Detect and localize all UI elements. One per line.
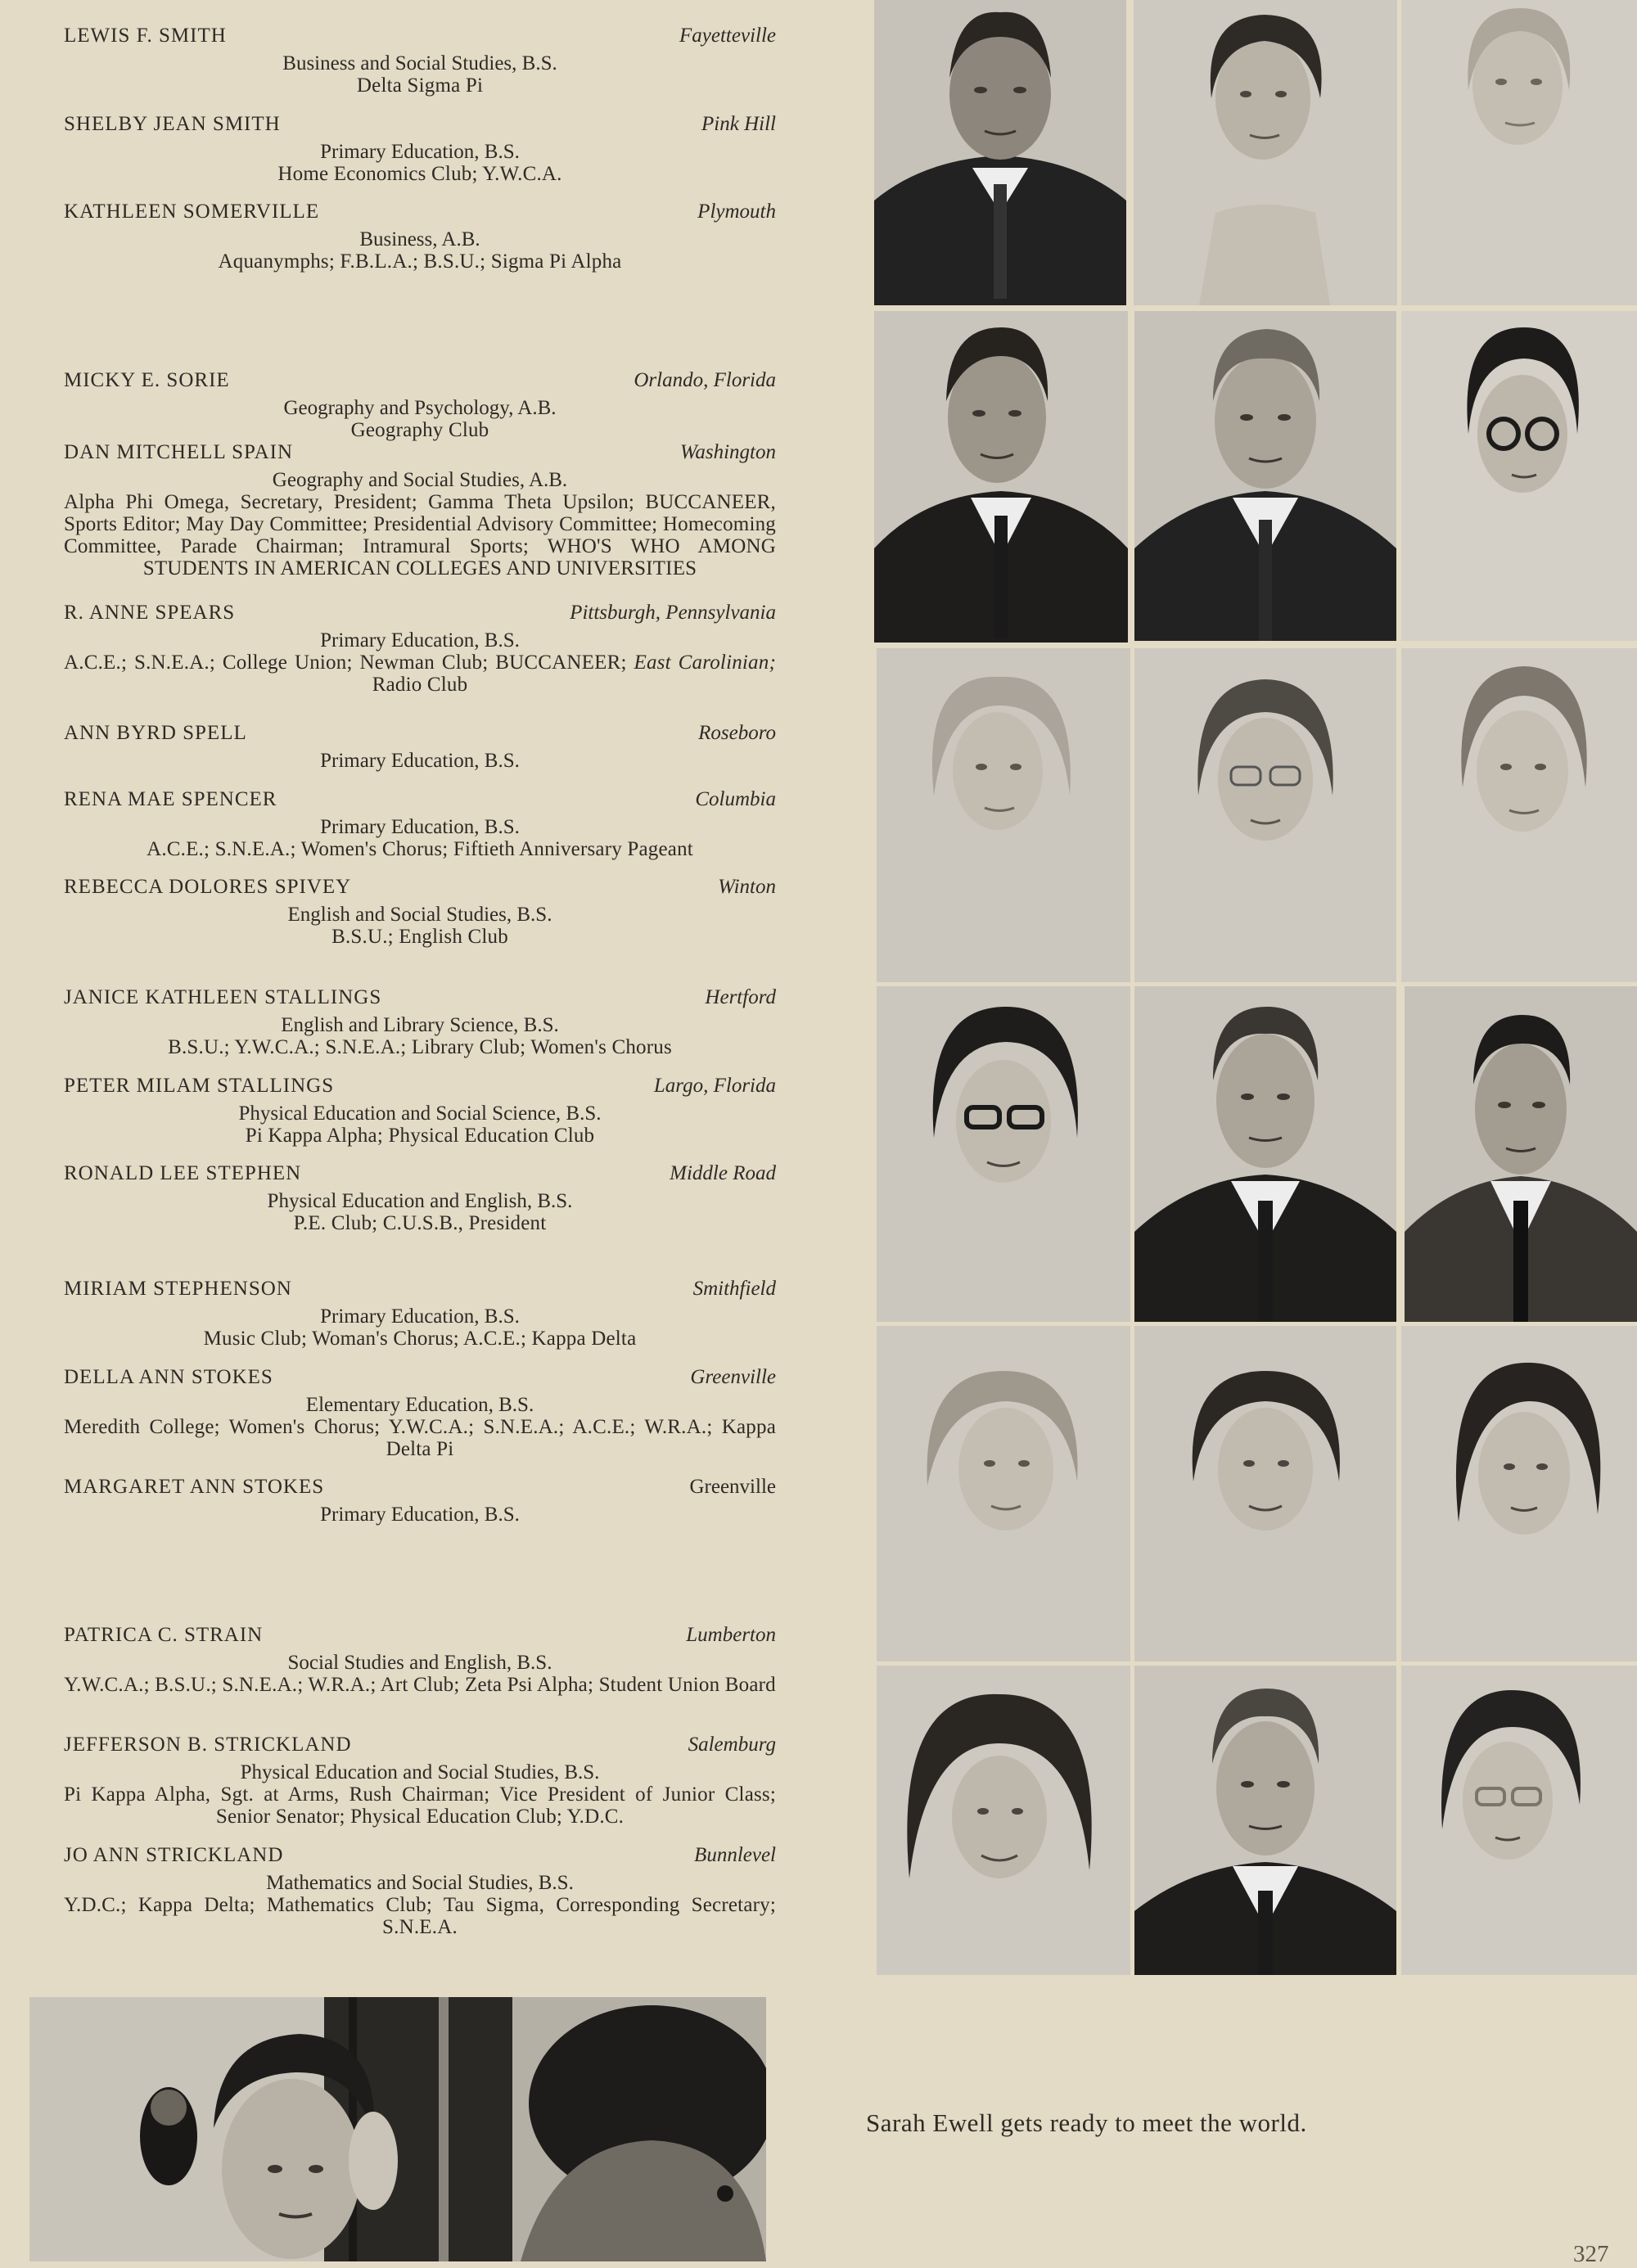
senior-entry bbox=[64, 788, 776, 860]
portrait-photo bbox=[1401, 0, 1637, 305]
student-name: LEWIS F. SMITH bbox=[64, 25, 227, 47]
student-hometown: Middle Road bbox=[670, 1162, 776, 1184]
student-name: MICKY E. SORIE bbox=[64, 369, 230, 391]
student-hometown: Roseboro bbox=[698, 722, 776, 744]
student-hometown: Smithfield bbox=[692, 1278, 776, 1300]
student-degree: Primary Education, B.S. bbox=[320, 750, 520, 772]
student-name: JEFFERSON B. STRICKLAND bbox=[64, 1734, 352, 1756]
student-hometown: Lumberton bbox=[686, 1624, 776, 1646]
student-name: PATRICA C. STRAIN bbox=[64, 1624, 264, 1646]
photo-caption: Sarah Ewell gets ready to meet the world. bbox=[866, 2108, 1307, 2137]
senior-entry bbox=[64, 1624, 776, 1696]
portrait-photo bbox=[1401, 1326, 1637, 1662]
student-degree: English and Social Studies, B.S. bbox=[287, 904, 552, 926]
student-degree: Primary Education, B.S. bbox=[320, 1305, 520, 1328]
student-activities: B.S.U.; Y.W.C.A.; S.N.E.A.; Library Club; Women's Chorus bbox=[168, 1036, 672, 1058]
student-hometown: Pink Hill bbox=[701, 113, 776, 135]
student-activities: A.C.E.; S.N.E.A.; Women's Chorus; Fiftieth Anniversary Pageant bbox=[147, 838, 693, 860]
student-activities: Y.D.C.; Kappa Delta; Mathematics Club; Tau Sigma, Corresponding Secretary; S.N.E.A. bbox=[64, 1894, 776, 1938]
student-hometown: Orlando, Florida bbox=[634, 369, 776, 391]
student-hometown: Greenville bbox=[690, 1366, 776, 1388]
candid-photo bbox=[29, 1997, 766, 2261]
student-name: REBECCA DOLORES SPIVEY bbox=[64, 876, 352, 898]
student-hometown: Plymouth bbox=[697, 201, 776, 223]
student-name: DAN MITCHELL SPAIN bbox=[64, 441, 294, 463]
student-activities: Delta Sigma Pi bbox=[356, 74, 484, 97]
student-name: PETER MILAM STALLINGS bbox=[64, 1075, 335, 1097]
student-name: RONALD LEE STEPHEN bbox=[64, 1162, 302, 1184]
portrait-photo bbox=[1401, 1666, 1637, 1975]
portrait-photo bbox=[1134, 986, 1396, 1322]
student-hometown: Winton bbox=[718, 876, 776, 898]
student-name: RENA MAE SPENCER bbox=[64, 788, 277, 810]
student-degree: Physical Education and Social Science, B.S. bbox=[238, 1102, 602, 1125]
student-hometown: Bunnlevel bbox=[694, 1844, 776, 1866]
student-hometown: Washington bbox=[679, 441, 776, 463]
student-activities: P.E. Club; C.U.S.B., President bbox=[293, 1212, 547, 1234]
senior-entry bbox=[64, 986, 776, 1058]
student-name: MARGARET ANN STOKES bbox=[64, 1476, 325, 1498]
student-activities: Aquanymphs; F.B.L.A.; B.S.U.; Sigma Pi Alpha bbox=[218, 250, 622, 273]
senior-entry bbox=[64, 1278, 776, 1350]
portrait-photo bbox=[874, 311, 1128, 643]
portrait-photo bbox=[877, 986, 1130, 1322]
student-activities: Geography Club bbox=[350, 419, 489, 441]
portrait-photo bbox=[1134, 311, 1396, 641]
student-name: SHELBY JEAN SMITH bbox=[64, 113, 281, 135]
student-degree: Geography and Psychology, A.B. bbox=[283, 397, 557, 419]
student-degree: Mathematics and Social Studies, B.S. bbox=[266, 1872, 574, 1894]
senior-entry bbox=[64, 722, 776, 772]
senior-entry bbox=[64, 1075, 776, 1147]
student-degree: Primary Education, B.S. bbox=[320, 141, 520, 163]
student-degree: Primary Education, B.S. bbox=[320, 816, 520, 838]
senior-entry bbox=[64, 201, 776, 273]
student-degree: English and Library Science, B.S. bbox=[281, 1014, 559, 1036]
student-activities: Meredith College; Women's Chorus; Y.W.C.A.; S.N.E.A.; A.C.E.; W.R.A.; Kappa Delta Pi bbox=[64, 1416, 776, 1460]
student-hometown: Fayetteville bbox=[679, 25, 776, 47]
student-degree: Business, A.B. bbox=[359, 228, 480, 250]
portrait-photo bbox=[1405, 986, 1637, 1322]
student-degree: Physical Education and English, B.S. bbox=[267, 1190, 573, 1212]
student-hometown: Largo, Florida bbox=[653, 1075, 776, 1097]
senior-entry bbox=[64, 1162, 776, 1234]
portrait-photo bbox=[1134, 0, 1397, 305]
portrait-photo bbox=[1134, 1666, 1396, 1975]
student-name: DELLA ANN STOKES bbox=[64, 1366, 273, 1388]
senior-entry bbox=[64, 369, 776, 441]
student-activities: Home Economics Club; Y.W.C.A. bbox=[277, 163, 562, 185]
student-activities: Pi Kappa Alpha, Sgt. at Arms, Rush Chairman; Vice President of Junior Class; Senior Senator; Physical Education Club; Y.D.C. bbox=[64, 1783, 776, 1828]
senior-entry bbox=[64, 441, 776, 579]
senior-entry bbox=[64, 1734, 776, 1828]
portrait-photo bbox=[877, 648, 1130, 982]
student-degree: Business and Social Studies, B.S. bbox=[282, 52, 557, 74]
student-hometown: Greenville bbox=[689, 1476, 776, 1498]
portrait-photo bbox=[1401, 311, 1637, 641]
student-hometown: Hertford bbox=[705, 986, 776, 1008]
page-number: 327 bbox=[1573, 2241, 1609, 2267]
portrait-photo bbox=[877, 1326, 1130, 1662]
student-activities: Pi Kappa Alpha; Physical Education Club bbox=[245, 1125, 595, 1147]
student-activities: A.C.E.; S.N.E.A.; College Union; Newman Club; BUCCANEER; East Carolinian; Radio Club bbox=[64, 652, 776, 696]
student-hometown: Pittsburgh, Pennsylvania bbox=[570, 602, 776, 624]
portrait-photo bbox=[874, 0, 1126, 305]
senior-entry bbox=[64, 1366, 776, 1460]
student-name: ANN BYRD SPELL bbox=[64, 722, 247, 744]
student-degree: Primary Education, B.S. bbox=[320, 1504, 520, 1526]
senior-entry bbox=[64, 1844, 776, 1938]
portrait-photo bbox=[1134, 1326, 1396, 1662]
senior-entry bbox=[64, 876, 776, 948]
portrait-photo bbox=[1134, 648, 1396, 982]
student-activities: Alpha Phi Omega, Secretary, President; Gamma Theta Upsilon; BUCCANEER, Sports Editor; May Day Committee; Presidential Advisory Committee; Homecoming Committee, Parade Chairman; Intramural Sports; WHO'S WHO AMONG STUDENTS IN AMERICAN COLLEGES AND UNIVERSITIES bbox=[64, 491, 776, 579]
senior-entry bbox=[64, 1476, 776, 1526]
senior-entry bbox=[64, 113, 776, 185]
student-name: JANICE KATHLEEN STALLINGS bbox=[64, 986, 382, 1008]
student-name: KATHLEEN SOMERVILLE bbox=[64, 201, 320, 223]
student-hometown: Salemburg bbox=[688, 1734, 776, 1756]
portrait-photo bbox=[1401, 648, 1637, 982]
senior-entry bbox=[64, 602, 776, 696]
student-name: R. ANNE SPEARS bbox=[64, 602, 236, 624]
portrait-photo bbox=[877, 1666, 1130, 1975]
student-degree: Primary Education, B.S. bbox=[320, 629, 520, 652]
student-activities: B.S.U.; English Club bbox=[331, 926, 508, 948]
student-degree: Physical Education and Social Studies, B.S. bbox=[240, 1761, 600, 1783]
student-name: MIRIAM STEPHENSON bbox=[64, 1278, 292, 1300]
student-degree: Geography and Social Studies, A.B. bbox=[272, 469, 568, 491]
student-name: JO ANN STRICKLAND bbox=[64, 1844, 284, 1866]
senior-entry bbox=[64, 25, 776, 97]
student-hometown: Columbia bbox=[695, 788, 776, 810]
student-activities: Y.W.C.A.; B.S.U.; S.N.E.A.; W.R.A.; Art Club; Zeta Psi Alpha; Student Union Board bbox=[64, 1674, 776, 1696]
student-degree: Social Studies and English, B.S. bbox=[287, 1652, 552, 1674]
student-activities: Music Club; Woman's Chorus; A.C.E.; Kappa Delta bbox=[203, 1328, 637, 1350]
student-degree: Elementary Education, B.S. bbox=[305, 1394, 534, 1416]
